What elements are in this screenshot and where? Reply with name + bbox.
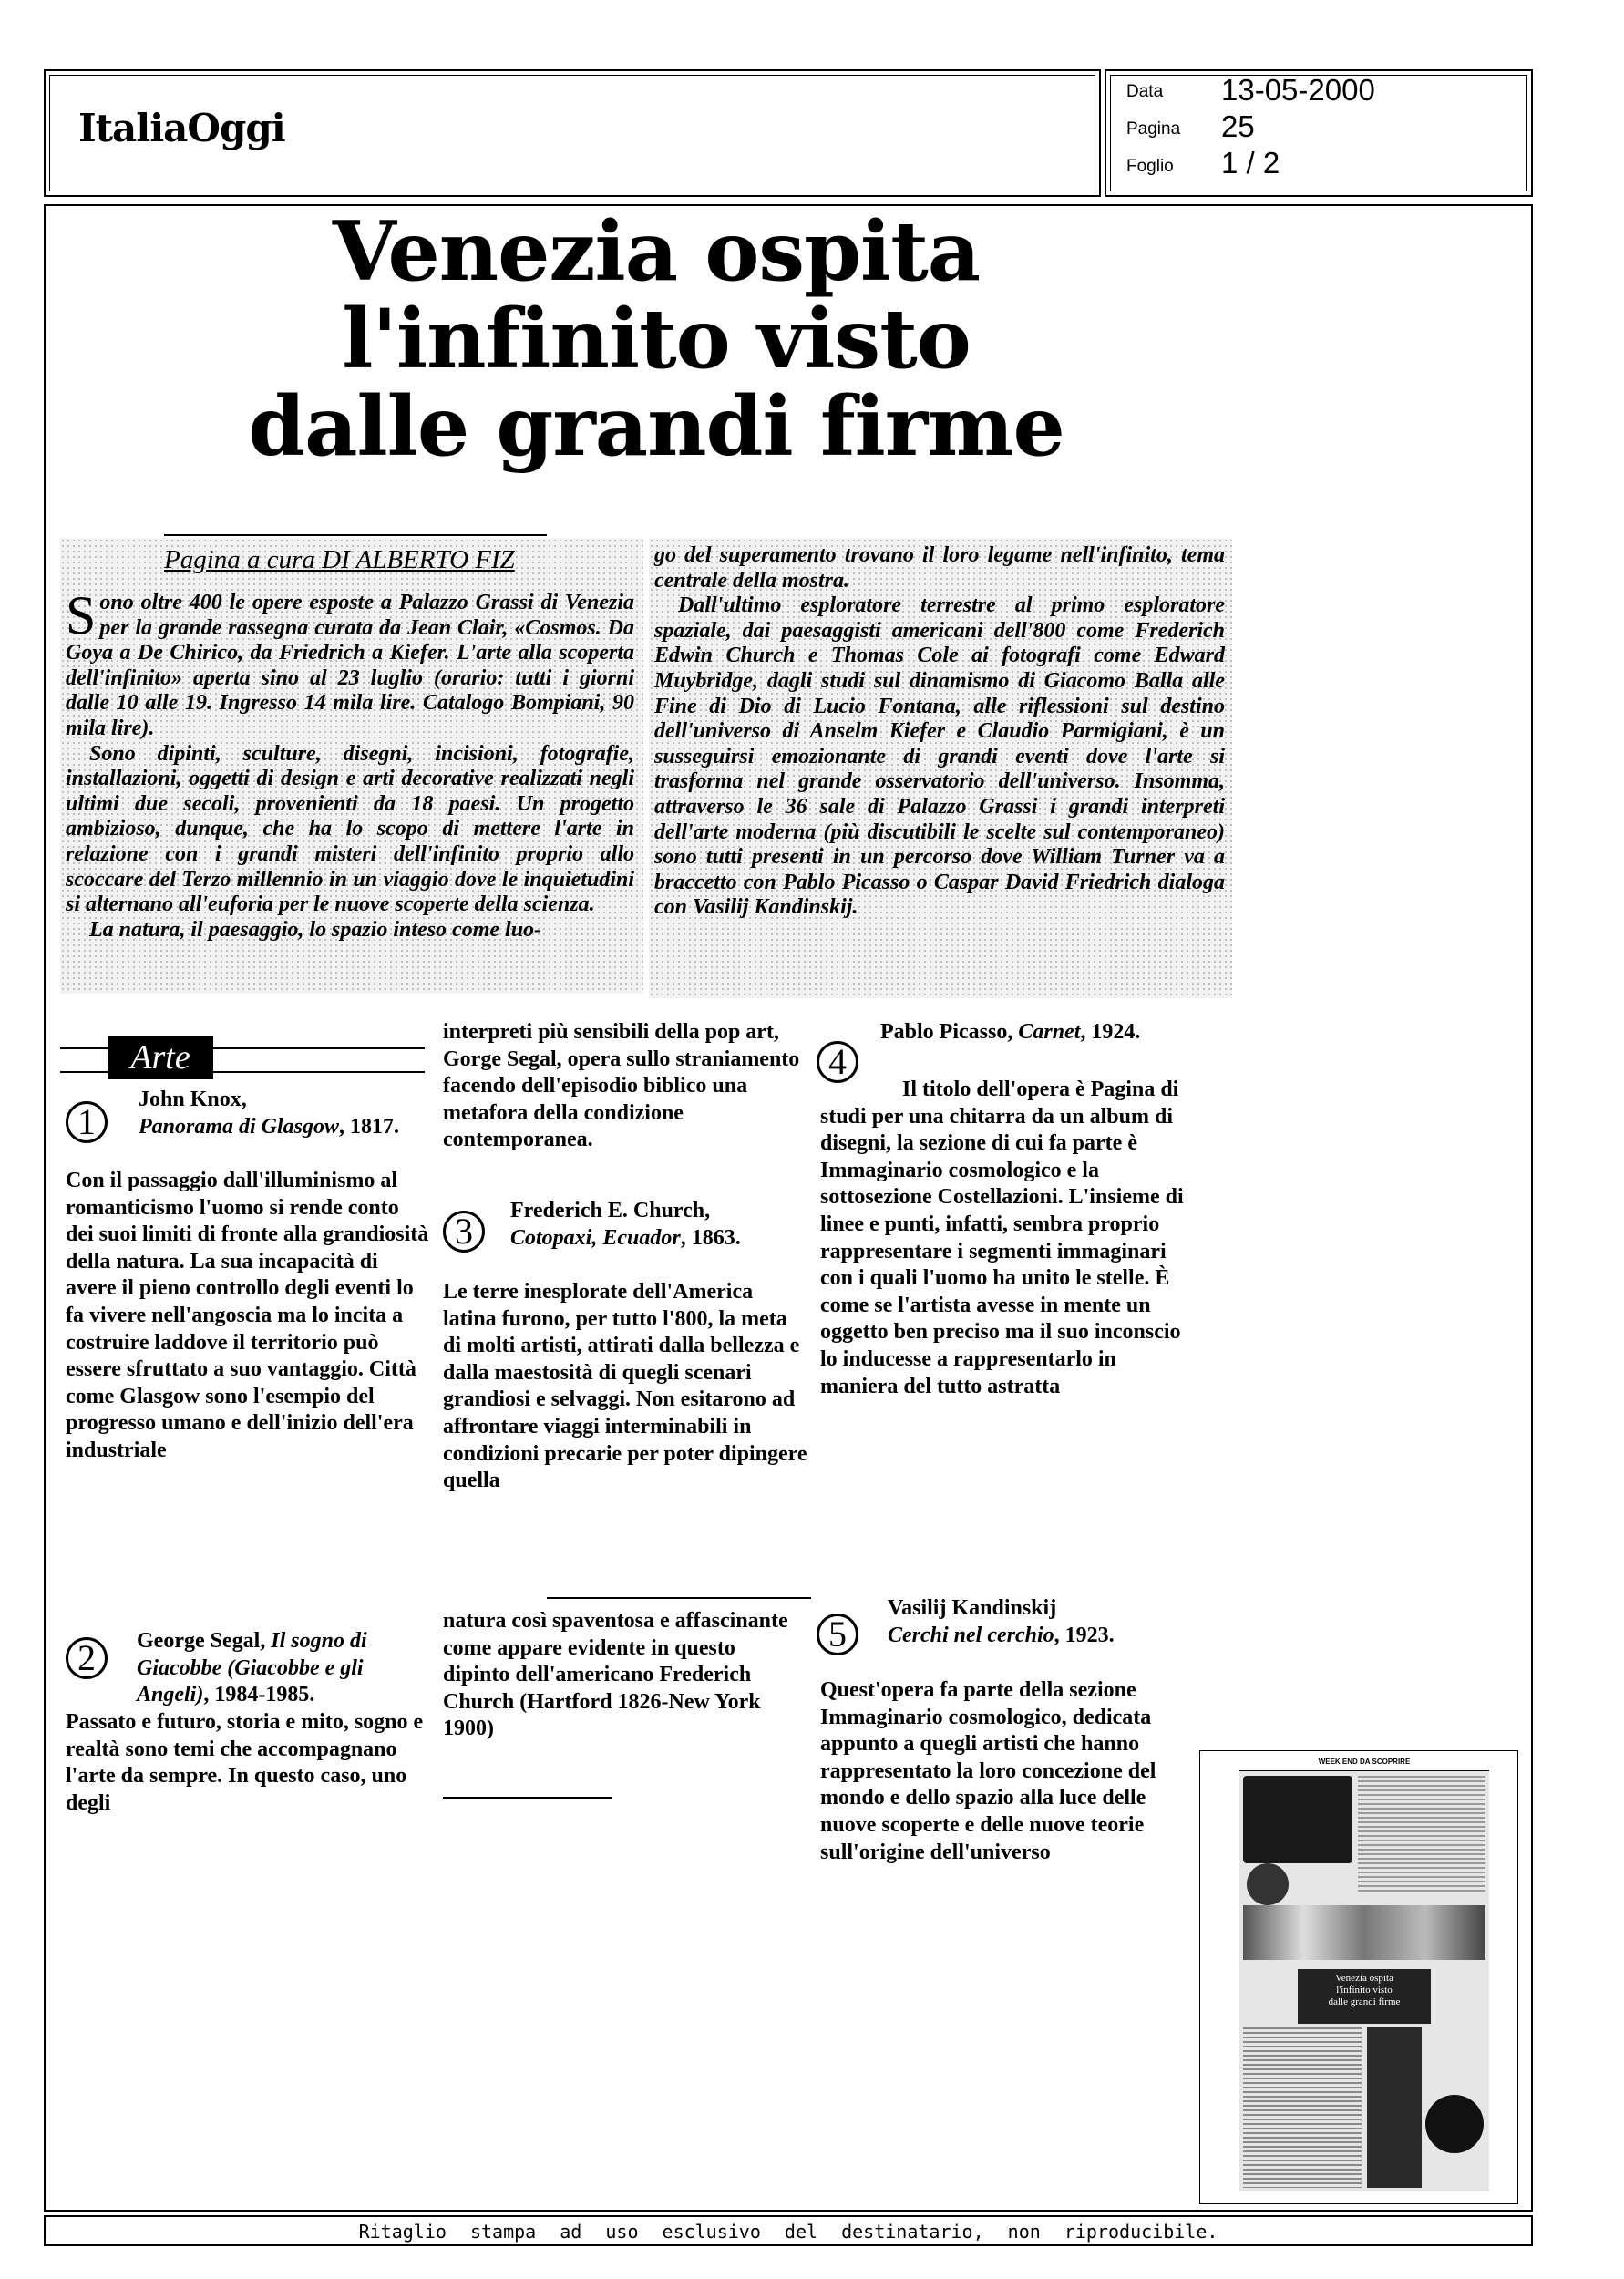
caption-4-head [880, 1019, 1172, 1047]
pagina-value: 25 [1221, 109, 1255, 143]
thumbnail-columns [1243, 2027, 1362, 2188]
data-value: 13-05-2000 [1221, 73, 1375, 107]
caption-3-continuation: natura così spaventosa e affascinante come appare evidente in questo dipinto dell'americano Frederich Church (Hartford 1826-New York 1900) [443, 1609, 788, 1741]
caption-2-title: Il sogno di Giacobbe (Giacobbe e gli Angeli) [137, 1629, 367, 1707]
intro-paragraph-3: La natura, il paesaggio, lo spazio inteso come luo- [89, 917, 542, 942]
thumbnail-image-4 [1367, 2027, 1422, 2188]
thumbnail-text-block [1358, 1776, 1485, 1894]
caption-3-number: 3 [443, 1211, 485, 1253]
thumbnail-headline: Venezia ospita l'infinito visto dalle grandi firme [1298, 1969, 1431, 2024]
caption-2-head [137, 1628, 428, 1709]
caption-5-artist: Vasilij Kandinskij [888, 1596, 1057, 1620]
caption-4-body: Il titolo dell'opera è Pagina di studi per una chitarra da un album di disegni, la sezione di cui fa parte è Immaginario cosmologico e la sottosezione Costellazioni. L'insieme di linee e punti, infatti, sembra proprio rappresentare i segmenti immaginari con i quali l'uomo ha unito le stelle. È come se l'artista avesse in mente un oggetto ben preciso ma il suo inconscio lo inducesse a rappresentarlo in maniera del tutto astratta [820, 1078, 1184, 1398]
caption-3-rule [547, 1597, 811, 1599]
caption-4-artist: Pablo Picasso, [880, 1020, 1013, 1044]
intro-left-column [66, 585, 634, 943]
caption-3-year: , 1863. [680, 1225, 741, 1250]
publication-logo: ItaliaOggi [78, 106, 285, 150]
headline [200, 203, 1112, 475]
intro-right-column [654, 543, 1225, 921]
thumbnail-page [1239, 1758, 1489, 2191]
data-label: Data [1126, 82, 1164, 101]
caption-1-number: 1 [66, 1101, 108, 1143]
caption-3-end-rule [443, 1797, 612, 1799]
thumbnail-image-5 [1425, 2095, 1484, 2153]
caption-3-body: Le terre inesplorate dell'America latina furono, per tutto l'800, la meta di molti artisti, attirati dalla bellezza e dalla maestosità di quegli scenari grandiosi e selvaggi. Non esitarono ad affrontare viaggi interminabili in condizioni precarie per poter dipingere quella [443, 1280, 807, 1493]
thumbnail-image-1 [1243, 1776, 1352, 1863]
caption-5-title: Cerchi nel cerchio [888, 1623, 1054, 1647]
thumbnail-banner: WEEK END DA SCOPRIRE [1239, 1758, 1489, 1771]
byline-rule [164, 534, 547, 536]
caption-2-artist: George Segal, [137, 1629, 266, 1653]
thumbnail-image-3 [1243, 1905, 1485, 1960]
footer-notice: Ritaglio stampa ad uso esclusivo del destinatario, non riproducibile. [358, 2221, 1218, 2243]
caption-1-year: , 1817. [339, 1114, 400, 1139]
section-tag: Arte [108, 1036, 213, 1079]
headline-line-3: dalle grandi firme [248, 378, 1064, 475]
caption-1-artist: John Knox, [139, 1088, 247, 1111]
foglio-value: 1 / 2 [1221, 146, 1280, 180]
caption-2-number: 2 [66, 1637, 108, 1679]
caption-1-head [139, 1087, 412, 1140]
caption-4-number: 4 [817, 1041, 858, 1083]
caption-5-head [888, 1595, 1179, 1649]
intro-paragraph-4: go del superamento trovano il loro legame nell'infinito, tema centrale della mostra. [654, 543, 1225, 593]
drop-cap: S [66, 585, 97, 645]
thumbnail-image-2 [1247, 1863, 1289, 1905]
caption-1-body: Con il passaggio dall'illuminismo al romanticismo l'uomo si rende conto dei suoi limiti di fronte alla grandiosità della natura. La sua incapacità di avere il pieno controllo degli eventi lo fa vivere nell'angoscia ma lo incita a costruire laddove il territorio può essere sfruttato a suo vantaggio. Città come Glasgow sono l'esempio del progresso umano e dell'inizio dell'era industriale [66, 1169, 429, 1462]
intro-paragraph-5: Dall'ultimo esploratore terrestre al primo esploratore spaziale, dai paesaggisti americani dell'800 come Frederich Edwin Church e Thomas Cole ai fotografi come Edward Muybridge, dagli studi sul dinamismo di Giacomo Balla alle Fine di Dio di Lucio Fontana, alle riflessioni sul destino dell'universo di Anselm Kiefer e Claudio Parmigiani, è un susseguirsi emozionante di grandi eventi dove l'arte si trasforma nel grande osservatorio dell'universo. Insomma, attraverso le 36 sale di Palazzo Grassi i grandi interpreti dell'arte moderna (più discutibili le scelte sul contemporaneo) sono tutti presenti in un percorso dove William Turner va a braccetto con Pablo Picasso o Caspar David Friedrich dialoga con Vasilij Kandinskij. [654, 593, 1225, 920]
headline-line-2: l'infinito visto [342, 291, 971, 387]
caption-5-body: Quest'opera fa parte della sezione Immaginario cosmologico, dedicata appunto a quegli artisti che hanno rappresentato la loro concezione del mondo e dello spazio alla luce delle nuove scoperte e delle nuove teorie sull'origine dell'universo [820, 1678, 1156, 1864]
caption-3-artist: Frederich E. Church, [510, 1199, 711, 1222]
caption-5-year: , 1923. [1054, 1623, 1115, 1647]
byline: Pagina a cura DI ALBERTO FIZ [164, 545, 515, 574]
foglio-label: Foglio [1126, 157, 1174, 176]
intro-paragraph-1 [66, 585, 634, 742]
headline-line-1: Venezia ospita [332, 203, 981, 300]
caption-2-continuation: interpreti più sensibili della pop art, Gorge Segal, opera sullo straniamento facendo dell'episodio biblico una metafora della condizione contemporanea. [443, 1020, 800, 1152]
caption-3-title: Cotopaxi, Ecuador [510, 1225, 681, 1250]
caption-4-year: , 1924. [1080, 1020, 1141, 1044]
caption-3-head [510, 1198, 802, 1252]
caption-5-number: 5 [817, 1614, 858, 1655]
intro-paragraph-1-text: ono oltre 400 le opere esposte a Palazzo Grassi di Venezia per la grande rassegna curata da Jean Clair, «Cosmos. Da Goya a De Chirico, da Friedrich a Kiefer. L'arte alla scoperta dell'infinito» aperta sino al 23 luglio (orario: tutti i giorni dalle 10 alle 19. Ingresso 14 mila lire. Catalogo Bompiani, 90 mila lire). [66, 591, 634, 740]
pagina-label: Pagina [1126, 119, 1181, 139]
caption-1-title: Panorama di Glasgow [139, 1114, 340, 1139]
caption-2-year: , 1984-1985. [203, 1683, 315, 1707]
caption-2-body: Passato e futuro, storia e mito, sogno e realtà sono temi che accompagnano l'arte da sempre. In questo caso, uno degli [66, 1710, 424, 1815]
intro-paragraph-2: Sono dipinti, sculture, disegni, incisioni, fotografie, installazioni, oggetti di design e arti decorative realizzati negli ultimi due secoli, provenienti da 18 paesi. Un progetto ambizioso, dunque, che ha lo scopo di mettere l'arte in relazione con i grandi misteri dell'infinito proprio allo scoccare del Terzo millennio in un viaggio dove le inquietudini si alternano all'euforia per le nuove scoperte della scienza. [66, 741, 634, 917]
caption-4-title: Carnet [1018, 1020, 1081, 1044]
